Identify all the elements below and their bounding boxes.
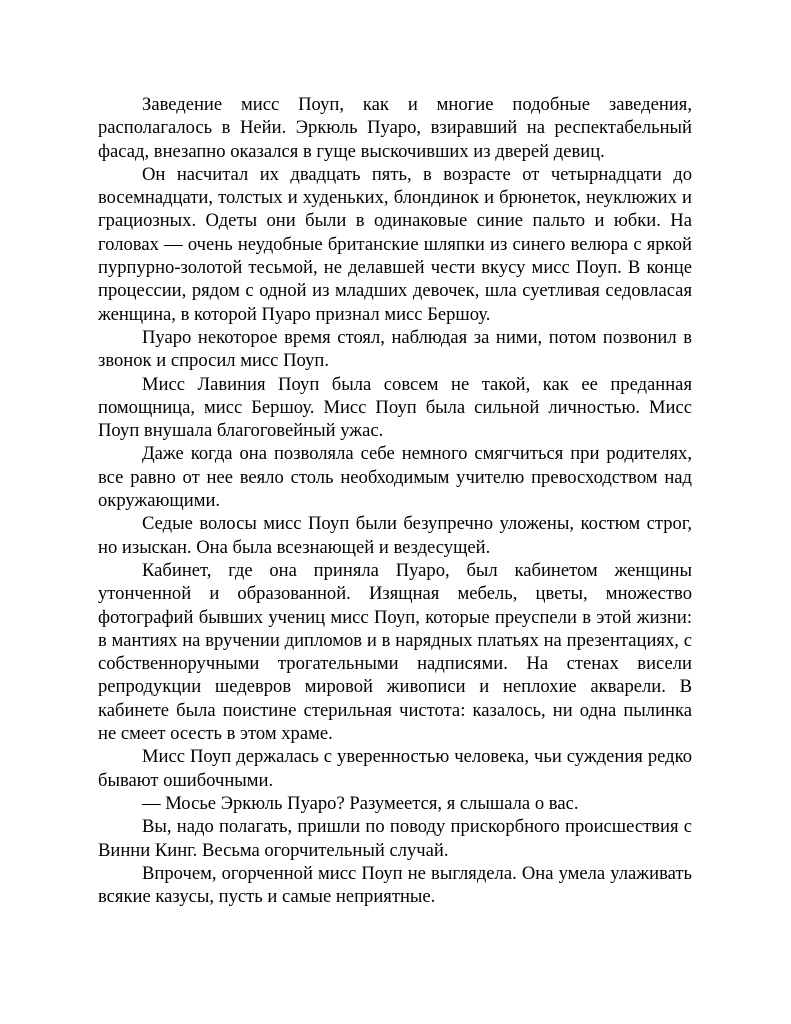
paragraph-5: Даже когда она позволяла себе немного смягчиться при родителях, все равно от нее веяло столь необходимым учителю превосходством над окружающими. [98, 443, 692, 512]
paragraph-4: Мисс Лавиния Поуп была совсем не такой, как ее преданная помощница, мисс Бершоу. Мисс Поуп была сильной личностью. Мисс Поуп внушала благоговейный ужас. [98, 373, 692, 442]
document-page [98, 93, 692, 908]
paragraph-7: Кабинет, где она приняла Пуаро, был кабинетом женщины утонченной и образованной. Изящная мебель, цветы, множество фотографий бывших учениц мисс Поуп, которые преуспели в этой жизни: в мантиях на вручении дипломов и в нарядных платьях на презентациях, с собственноручными трогательными надписями. На стенах висели репродукции шедевров мировой живописи и неплохие акварели. В кабинете была поистине стерильная чистота: казалось, ни одна пылинка не смеет осесть в этом храме. [98, 559, 692, 745]
paragraph-1: Заведение мисс Поуп, как и многие подобные заведения, располагалось в Нейи. Эркюль Пуаро, взиравший на респектабельный фасад, внезапно оказался в гуще выскочивших из дверей девиц. [98, 94, 692, 162]
paragraph-3: Пуаро некоторое время стоял, наблюдая за ними, потом позвонил в звонок и спросил мисс Поуп. [98, 326, 692, 372]
paragraph-10: Вы, надо полагать, пришли по поводу прискорбного происшествия с Винни Кинг. Весьма огорчительный случай. [98, 816, 692, 861]
paragraph-8: Мисс Поуп держалась с уверенностью человека, чьи суждения редко бывают ошибочными. [98, 746, 692, 791]
paragraph-11: Впрочем, огорченной мисс Поуп не выглядела. Она умела улаживать всякие казусы, пусть и самые неприятные. [98, 862, 692, 908]
paragraph-2: Он насчитал их двадцать пять, в возрасте от четырнадцати до восемнадцати, толстых и худеньких, блондинок и брюнеток, неуклюжих и грациозных. Одеты они были в одинаковые синие пальто и юбки. На головах — очень неудобные британские шляпки из синего велюра с яркой пурпурно-золотой тесьмой, не делавшей чести вкусу мисс Поуп. В конце процессии, рядом с одной из младших девочек, шла суетливая седовласая женщина, в которой Пуаро признал мисс Бершоу. [98, 163, 692, 325]
paragraph-9: — Мосье Эркюль Пуаро? Разумеется, я слышала о вас. [142, 792, 579, 814]
paragraph-6: Седые волосы мисс Поуп были безупречно уложены, костюм строг, но изыскан. Она была всезнающей и вездесущей. [98, 513, 692, 558]
